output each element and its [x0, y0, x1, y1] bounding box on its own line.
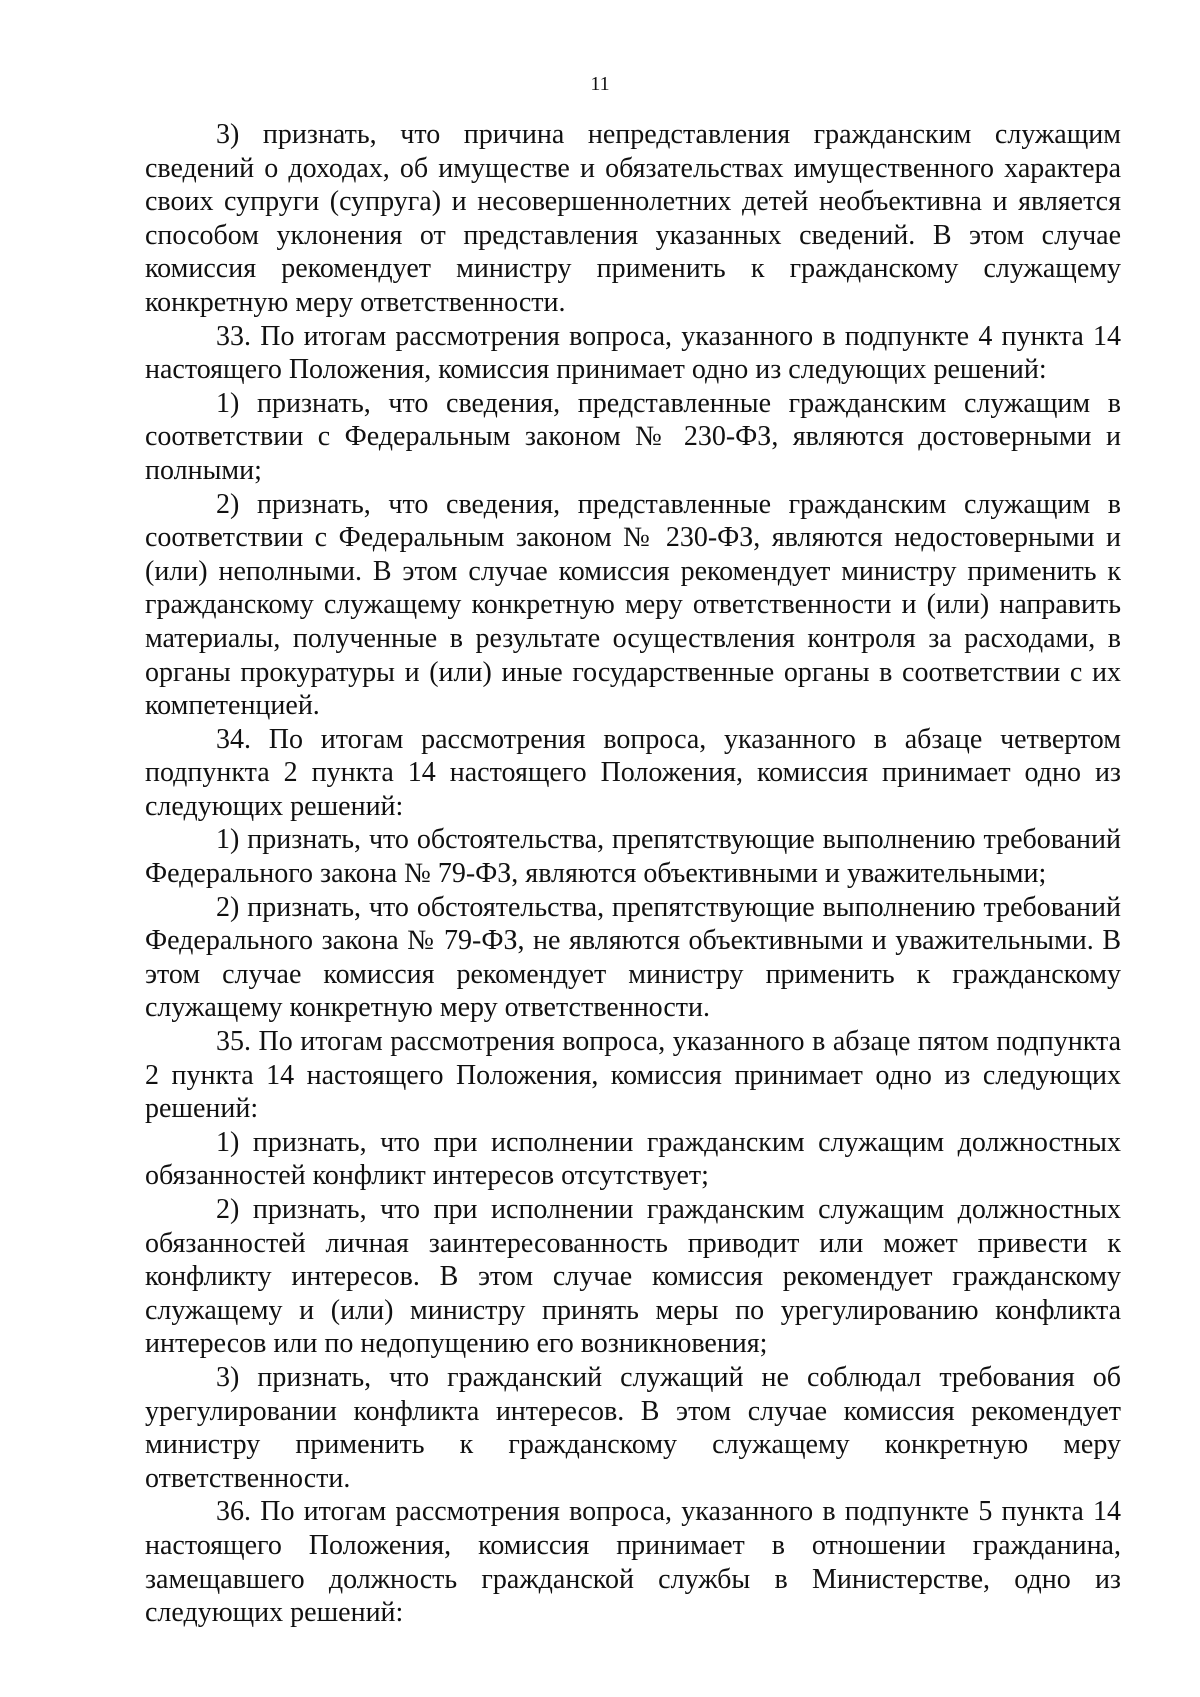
paragraph-34-item-2: 2) признать, что обстоятельства, препятствующие выполнению требований Федерального закона № 79-ФЗ, не являются объективными и уважительными. В этом случае комиссия рекомендует министру применить к гражданскому служащему конкретную меру ответственности. — [145, 891, 1121, 1024]
paragraph-33-item-1: 1) признать, что сведения, представленные гражданским служащим в соответствии с Федеральным законом № 230-ФЗ, являются достоверными и полными; — [145, 387, 1121, 486]
paragraph-35-item-2: 2) признать, что при исполнении гражданским служащим должностных обязанностей личная заинтересованность приводит или может привести к конфликту интересов. В этом случае комиссия рекомендует гражданскому служащему и (или) министру принять меры по урегулированию конфликта интересов или по недопущению его возникновения; — [145, 1194, 1121, 1360]
paragraph-35-item-3: 3) признать, что гражданский служащий не соблюдал требования об урегулировании конфликта интересов. В этом случае комиссия рекомендует министру применить к гражданскому служащему конкретную меру ответственности. — [145, 1361, 1121, 1494]
page-number: 11 — [590, 73, 610, 95]
paragraph-33: 33. По итогам рассмотрения вопроса, указанного в подпункте 4 пункта 14 настоящего Положения, комиссия принимает одно из следующих решений: — [145, 320, 1121, 386]
paragraph-34: 34. По итогам рассмотрения вопроса, указанного в абзаце четвертом подпункта 2 пункта 14 настоящего Положения, комиссия принимает одно из следующих решений: — [145, 723, 1121, 822]
paragraph-35: 35. По итогам рассмотрения вопроса, указанного в абзаце пятом подпункта 2 пункта 14 настоящего Положения, комиссия принимает одно из следующих решений: — [145, 1026, 1121, 1125]
paragraph-item-3-reasons-not-objective: 3) признать, что причина непредставления гражданским служащим сведений о доходах, об имуществе и обязательствах имущественного характера своих супруги (супруга) и несовершеннолетних детей необъективна и является способом уклонения от представления указанных сведений. В этом случае комиссия рекомендует министру применить к гражданскому служащему конкретную меру ответственности. — [145, 119, 1121, 318]
paragraph-33-item-2: 2) признать, что сведения, представленные гражданским служащим в соответствии с Федеральным законом № 230-ФЗ, являются недостоверными и (или) неполными. В этом случае комиссия рекомендует министру применить к гражданскому служащему конкретную меру ответственности и (или) направить материалы, полученные в результате осуществления контроля за расходами, в органы прокуратуры и (или) иные государственные органы в соответствии с их компетенцией. — [145, 488, 1121, 722]
paragraph-36: 36. По итогам рассмотрения вопроса, указанного в подпункте 5 пункта 14 настоящего Положения, комиссия принимает в отношении гражданина, замещавшего должность гражданской службы в Министерстве, одно из следующих решений: — [145, 1496, 1121, 1629]
paragraph-35-item-1: 1) признать, что при исполнении гражданским служащим должностных обязанностей конфликт интересов отсутствует; — [145, 1126, 1121, 1192]
document-body — [145, 118, 1121, 1630]
paragraph-34-item-1: 1) признать, что обстоятельства, препятствующие выполнению требований Федерального закона № 79-ФЗ, являются объективными и уважительными; — [145, 824, 1121, 890]
